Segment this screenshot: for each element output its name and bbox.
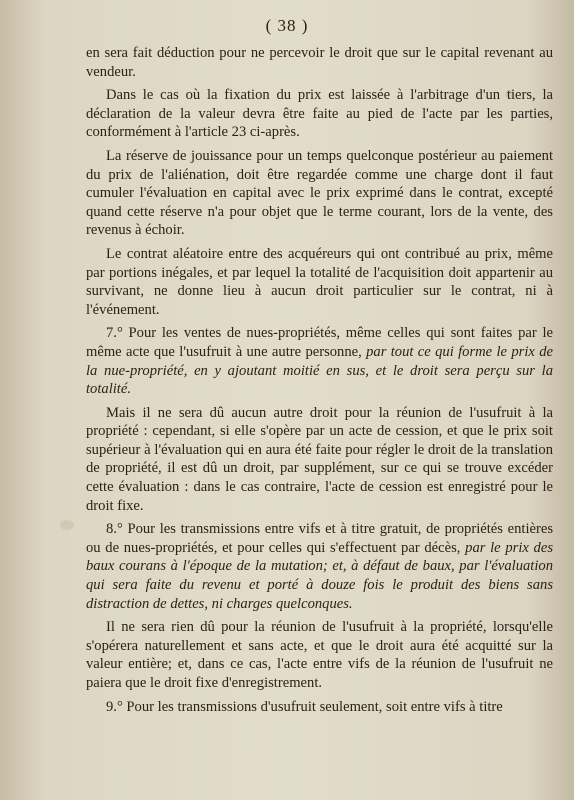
paragraph-text: 7.° Pour les ventes de nues-propriétés, même celles qui sont faites par le même acte que l'usufruit à une autre personne, [86, 325, 553, 360]
paragraph-text: Il ne sera rien dû pour la réunion de l'usufruit à la propriété, lorsqu'elle s'opérera naturellement et sans acte, et que le droit aura été acquitté sur la valeur entière; et, dans ce cas, l'acte entre vifs de la réunion de l'usufruit ne paiera que le droit fixe d'enregistrement. [86, 619, 553, 691]
paragraph-text: 9.° Pour les transmissions d'usufruit seulement, soit entre vifs à titre [106, 698, 503, 715]
paragraph [86, 86, 553, 142]
paragraph-article-7 [86, 324, 553, 398]
paragraph [86, 147, 553, 240]
paragraph-italic-text: par le prix des baux courans à l'époque de la mutation; et, à défaut de baux, par l'évaluation qui sera faite du revenu et porté à douze fois le produit des biens sans distraction de dettes, ni charges quelconques. [86, 539, 554, 612]
paragraph-text: Le contrat aléatoire entre des acquéreurs qui ont contribué au prix, même par portions inégales, et par lequel la totalité de l'acquisition doit appartenir au survivant, ne donne lieu à aucun droit particulier sur le contrat, ni à l'événement. [86, 245, 553, 318]
paragraph [86, 44, 553, 81]
paragraph [86, 618, 553, 692]
paragraph [86, 404, 553, 516]
paper-stain [60, 520, 74, 530]
paragraph-text: Mais il ne sera dû aucun autre droit pour la réunion de l'usufruit à la propriété : cependant, si elle s'opère par un acte de cession, et que le prix soit supérieur à l'évaluation qui en aura été faite pour régler le droit de la translation de propriété, il est dû un droit, par supplément, sur ce qui se trouve excéder cette évaluation : dans le cas contraire, l'acte de cession est enregistré pour le droit fixe. [86, 404, 553, 514]
paragraph-article-8 [86, 520, 553, 613]
page-number: ( 38 ) [265, 16, 309, 35]
paragraph-text: en sera fait déduction pour ne percevoir le droit que sur le capital revenant au vendeur. [86, 45, 553, 80]
paragraph-italic-text: par tout ce qui forme le prix de la nue-propriété, en y ajoutant moitié en sus, et le droit sera perçu sur la totalité. [86, 343, 553, 398]
paragraph-text: La réserve de jouissance pour un temps quelconque postérieur au paiement du prix de l'aliénation, doit être regardée comme une charge dont il faut cumuler l'évaluation en capital avec le prix exprimé dans le contrat, excepté quand cette réserve n'a pour objet que le terme courant, lors de la vente, des revenus à échoir. [86, 147, 553, 239]
body-text [86, 44, 553, 721]
paragraph [86, 245, 553, 319]
paragraph-text: Dans le cas où la fixation du prix est laissée à l'arbitrage d'un tiers, la déclaration de la valeur devra être faite au pied de l'acte par les parties, conformément à l'article 23 ci-après. [86, 87, 553, 141]
paragraph-text: 8.° Pour les transmissions entre vifs et à titre gratuit, de propriétés entières ou de nues-propriétés, et pour celles qui s'effectuent par décès, [86, 521, 553, 556]
paragraph-article-9 [86, 698, 553, 717]
